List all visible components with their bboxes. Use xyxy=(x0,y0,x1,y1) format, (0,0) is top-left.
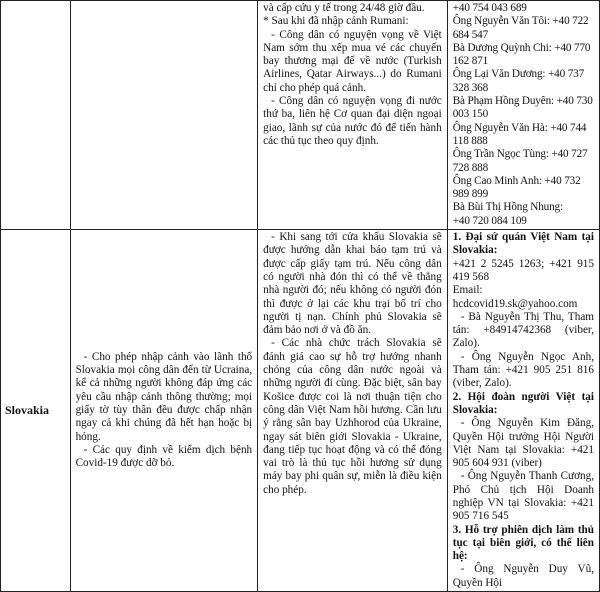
policy-cell xyxy=(70,1,258,230)
contact-line: - Ông Nguyễn Duy Vũ, Quyền Hội xyxy=(452,563,594,589)
contact-line: Ông Cao Minh Anh: +40 732 989 899 xyxy=(452,174,581,201)
contact-line: Email: hcdcovid19.sk@yahoo.com xyxy=(452,284,578,310)
table-row xyxy=(1,230,600,592)
guidance-cell xyxy=(258,230,448,592)
contact-line: +421 2 5245 1263; +421 915 419 568 xyxy=(452,257,594,283)
contact-line: +40 720 084 109 xyxy=(452,214,527,227)
contact-line: Bà Phạm Hồng Duyên: +40 730 003 150 xyxy=(452,95,593,121)
text-line: - Các quy định về kiểm dịch bệnh Covid-19 được dỡ bỏ. xyxy=(75,443,253,470)
contact-line: - Bà Nguyễn Thị Thu, Tham tán: +84914742368 (viber, Zalo). xyxy=(452,310,594,350)
text-line: - Cho phép nhập cảnh vào lãnh thổ Slovakia mọi công dân đến từ Ucraina, kể cả những người không đáp ứng các yêu cầu nhập cảnh thông thường; mọi giấy tờ tùy thân đều được chấp nhận ngay cả khi chúng đã hết hạn hoặc bị hỏng. xyxy=(75,350,253,443)
text-line: và cấp cứu y tế trong 24/48 giờ đầu. xyxy=(263,2,425,14)
contact-cell xyxy=(447,1,599,230)
contact-line: Ông Trần Ngọc Tùng: +40 727 728 888 xyxy=(452,148,588,174)
country-name: Slovakia xyxy=(1,230,71,592)
section-title: 2. Hội đoàn người Việt tại Slovakia: xyxy=(452,390,594,416)
text-line: - Công dân có nguyện vọng đi nước thứ ba, liên hệ Cơ quan đại diện ngoại giao, lãnh sự của nước đó để tiến hành các thủ tục theo quy định. xyxy=(263,95,442,147)
text-line: - Các nhà chức trách Slovakia sẽ đánh giá cao sự hỗ trợ hướng nhanh chóng của công dân nước ngoài và những người đi cùng. Đặc biệt, sân bay Košice được coi là nơi thuận tiện cho công dân Việt Nam hồi hương. Cần lưu ý rằng sân bay Uzhhorod của Ukraine, ngay sát biên giới Slovakia - Ukraine, đang tiếp tục hoạt động và có thể đóng vai trò là thủ tục hồi hương sử dụng máy bay phi quân sự, miễn là điều kiện cho phép. xyxy=(263,337,442,496)
contact-line: +40 754 043 689 xyxy=(452,2,527,14)
table-row xyxy=(1,1,600,230)
contact-cell xyxy=(447,230,599,592)
contact-line: Ông Lại Văn Dương: +40 737 328 368 xyxy=(452,68,585,94)
contact-line: Bà Dương Quỳnh Chi: +40 770 162 871 xyxy=(452,41,591,68)
contact-line: Ông Nguyễn Văn Tôi: +40 722 684 547 xyxy=(452,15,589,41)
contact-line: - Ông Nguyễn Ngọc Anh, Tham tán: +421 905 251 816 (viber, Zalo). xyxy=(452,350,594,390)
country-cell xyxy=(1,1,71,230)
section-title: 1. Đại sứ quán Việt Nam tại Slovakia: xyxy=(452,231,594,257)
guidance-cell xyxy=(258,1,448,230)
policy-cell xyxy=(70,230,258,592)
contact-line: - Ông Nguyễn Thanh Cương, Phó Chủ tịch Hội Doanh nghiệp VN tại Slovakia: +421 905 716 545 xyxy=(452,470,594,523)
text-line: - Khi sang tới cửa khẩu Slovakia sẽ được hướng dẫn khai báo tạm trú và được cấp giấy tạm trú. Nếu công dân có người nhà đón thì có thể về thẳng nhà người đó; nếu không có người đón thì được ở lại các khu trại bố trí cho người tị nạn. Chính phủ Slovakia sẽ đảm bảo nơi ở và đồ ăn. xyxy=(263,231,442,337)
text-line: * Sau khi đã nhập cảnh Rumani: xyxy=(263,15,409,28)
contact-line: Ông Nguyễn Văn Hà: +40 744 118 888 xyxy=(452,121,587,147)
contact-line: Bà Bùi Thị Hồng Nhung: xyxy=(452,201,563,214)
text-line: - Công dân có nguyện vọng về Việt Nam sớm thu xếp mua vé các chuyến bay thương mại để về nước (Turkish Airlines, Qatar Airways...) do Rumani chỉ cho phép quá cảnh. xyxy=(263,28,442,94)
section-title: 3. Hỗ trợ phiên dịch làm thủ tục tại biên giới, có thể liên hệ: xyxy=(452,523,594,563)
contact-line: - Ông Nguyễn Kim Đăng, Quyền Hội trưởng Hội Người Việt Nam tại Slovakia: +421 905 604 931 (viber) xyxy=(452,417,594,470)
